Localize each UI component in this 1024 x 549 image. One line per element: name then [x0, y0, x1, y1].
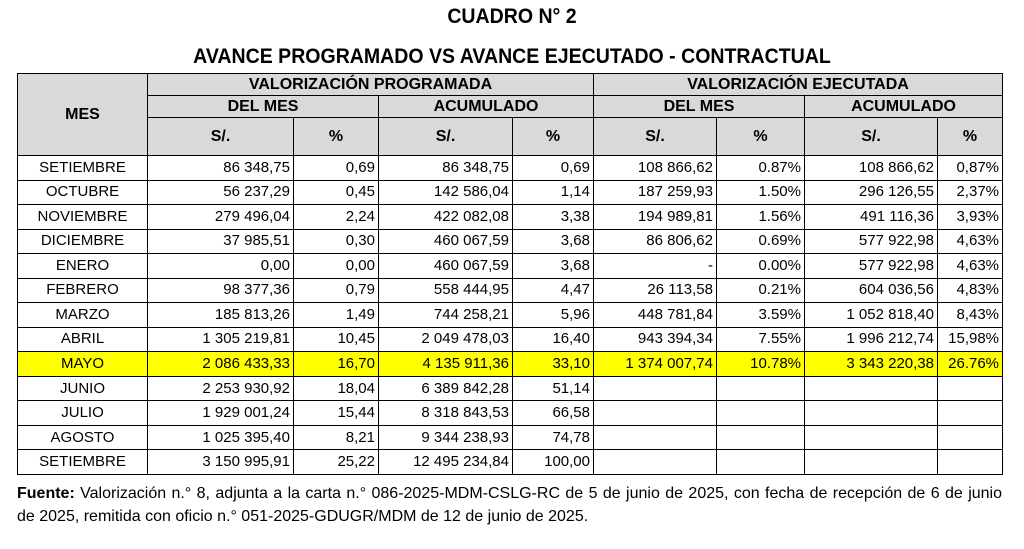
value-cell: 3,38 [513, 205, 594, 230]
value-cell: 491 116,36 [805, 205, 938, 230]
value-cell: 16,40 [513, 327, 594, 352]
value-cell: 422 082,08 [379, 205, 513, 230]
value-cell: 10,45 [294, 327, 379, 352]
table-row [18, 303, 1003, 328]
value-cell [594, 450, 717, 475]
value-cell: 9 344 238,93 [379, 425, 513, 450]
value-cell: 86 348,75 [148, 156, 294, 181]
value-cell: 187 259,93 [594, 180, 717, 205]
value-cell: 2,24 [294, 205, 379, 230]
month-cell: SETIEMBRE [18, 156, 148, 181]
value-cell: 4 135 911,36 [379, 352, 513, 377]
table-row [18, 450, 1003, 475]
table-row [18, 352, 1003, 377]
value-cell: 1,14 [513, 180, 594, 205]
value-cell: 51,14 [513, 376, 594, 401]
value-cell: 943 394,34 [594, 327, 717, 352]
value-cell [594, 425, 717, 450]
value-cell: 26 113,58 [594, 278, 717, 303]
value-cell: 0,00 [148, 254, 294, 279]
value-cell: 3 150 995,91 [148, 450, 294, 475]
value-cell: 185 813,26 [148, 303, 294, 328]
month-cell: ABRIL [18, 327, 148, 352]
month-cell: JUNIO [18, 376, 148, 401]
value-cell: 194 989,81 [594, 205, 717, 230]
value-cell: 74,78 [513, 425, 594, 450]
value-cell [938, 401, 1003, 426]
table-row [18, 180, 1003, 205]
value-cell: 0,30 [294, 229, 379, 254]
col-header-percent: % [513, 118, 594, 156]
table-row [18, 254, 1003, 279]
value-cell: 0,79 [294, 278, 379, 303]
value-cell: 8,43% [938, 303, 1003, 328]
value-cell: 2 253 930,92 [148, 376, 294, 401]
col-header-percent: % [938, 118, 1003, 156]
value-cell: 108 866,62 [594, 156, 717, 181]
value-cell: 100,00 [513, 450, 594, 475]
table-row [18, 205, 1003, 230]
value-cell: 2 086 433,33 [148, 352, 294, 377]
value-cell: 577 922,98 [805, 229, 938, 254]
table-row [18, 278, 1003, 303]
value-cell: 0,87% [938, 156, 1003, 181]
value-cell [805, 376, 938, 401]
col-header-soles: S/. [148, 118, 294, 156]
value-cell: 604 036,56 [805, 278, 938, 303]
value-cell: 3,93% [938, 205, 1003, 230]
value-cell [805, 401, 938, 426]
table-row [18, 401, 1003, 426]
value-cell: 3 343 220,38 [805, 352, 938, 377]
value-cell: 460 067,59 [379, 229, 513, 254]
value-cell: 25,22 [294, 450, 379, 475]
value-cell: 4,83% [938, 278, 1003, 303]
header-ejec-acumulado: ACUMULADO [805, 96, 1003, 118]
value-cell: 37 985,51 [148, 229, 294, 254]
value-cell: 2,37% [938, 180, 1003, 205]
source-label: Fuente: [17, 485, 75, 502]
col-header-percent: % [294, 118, 379, 156]
value-cell: 8 318 843,53 [379, 401, 513, 426]
value-cell: 0.69% [717, 229, 805, 254]
value-cell: 8,21 [294, 425, 379, 450]
header-programada: VALORIZACIÓN PROGRAMADA [148, 74, 594, 96]
value-cell: 1 929 001,24 [148, 401, 294, 426]
value-cell: 3,68 [513, 254, 594, 279]
value-cell [594, 401, 717, 426]
value-cell: 26.76% [938, 352, 1003, 377]
value-cell: 0.87% [717, 156, 805, 181]
source-text: Valorización n.° 8, adjunta a la carta n.° 086-2025-MDM-CSLG-RC de 5 de junio de 2025, con fecha de recepción de 6 de junio de 2025, remitida con oficio n.° 051-2025-GDUGR/MDM de 12 de junio de 2025. [17, 485, 1002, 525]
value-cell: - [594, 254, 717, 279]
value-cell: 0,00 [294, 254, 379, 279]
value-cell: 33,10 [513, 352, 594, 377]
table-title-number: CUADRO N° 2 [447, 5, 577, 28]
month-cell: ENERO [18, 254, 148, 279]
value-cell: 1.56% [717, 205, 805, 230]
value-cell: 98 377,36 [148, 278, 294, 303]
value-cell [805, 425, 938, 450]
value-cell: 279 496,04 [148, 205, 294, 230]
value-cell [805, 450, 938, 475]
value-cell: 10.78% [717, 352, 805, 377]
value-cell: 0,45 [294, 180, 379, 205]
value-cell: 142 586,04 [379, 180, 513, 205]
table-row [18, 229, 1003, 254]
value-cell: 3.59% [717, 303, 805, 328]
value-cell: 5,96 [513, 303, 594, 328]
header-prog-acumulado: ACUMULADO [379, 96, 594, 118]
table-row [18, 376, 1003, 401]
value-cell: 4,63% [938, 254, 1003, 279]
table-row [18, 425, 1003, 450]
value-cell [594, 376, 717, 401]
month-cell: JULIO [18, 401, 148, 426]
header-mes: MES [18, 74, 148, 156]
value-cell: 1 025 395,40 [148, 425, 294, 450]
value-cell: 296 126,55 [805, 180, 938, 205]
value-cell: 1 052 818,40 [805, 303, 938, 328]
value-cell: 0,69 [294, 156, 379, 181]
month-cell: MARZO [18, 303, 148, 328]
table-body [18, 156, 1003, 475]
value-cell [938, 376, 1003, 401]
month-cell: FEBRERO [18, 278, 148, 303]
valuation-table [17, 73, 1003, 475]
header-ejec-del-mes: DEL MES [594, 96, 805, 118]
value-cell: 3,68 [513, 229, 594, 254]
month-cell: NOVIEMBRE [18, 205, 148, 230]
value-cell: 0.21% [717, 278, 805, 303]
value-cell: 56 237,29 [148, 180, 294, 205]
value-cell: 108 866,62 [805, 156, 938, 181]
month-cell: AGOSTO [18, 425, 148, 450]
table-row [18, 156, 1003, 181]
value-cell: 1.50% [717, 180, 805, 205]
value-cell: 1,49 [294, 303, 379, 328]
table-row [18, 327, 1003, 352]
month-cell: OCTUBRE [18, 180, 148, 205]
value-cell: 7.55% [717, 327, 805, 352]
value-cell: 460 067,59 [379, 254, 513, 279]
col-header-soles: S/. [594, 118, 717, 156]
source-note [17, 482, 1002, 528]
value-cell: 12 495 234,84 [379, 450, 513, 475]
value-cell: 4,63% [938, 229, 1003, 254]
value-cell: 86 806,62 [594, 229, 717, 254]
month-cell: MAYO [18, 352, 148, 377]
value-cell: 744 258,21 [379, 303, 513, 328]
header-prog-del-mes: DEL MES [148, 96, 379, 118]
value-cell [938, 450, 1003, 475]
value-cell: 86 348,75 [379, 156, 513, 181]
value-cell [938, 425, 1003, 450]
value-cell: 0,69 [513, 156, 594, 181]
value-cell: 558 444,95 [379, 278, 513, 303]
value-cell: 4,47 [513, 278, 594, 303]
value-cell: 577 922,98 [805, 254, 938, 279]
col-header-soles: S/. [379, 118, 513, 156]
value-cell: 1 996 212,74 [805, 327, 938, 352]
col-header-percent: % [717, 118, 805, 156]
value-cell: 16,70 [294, 352, 379, 377]
value-cell: 448 781,84 [594, 303, 717, 328]
value-cell: 2 049 478,03 [379, 327, 513, 352]
value-cell: 6 389 842,28 [379, 376, 513, 401]
value-cell: 15,98% [938, 327, 1003, 352]
value-cell [717, 401, 805, 426]
header-ejecutada: VALORIZACIÓN EJECUTADA [594, 74, 1003, 96]
value-cell: 1 305 219,81 [148, 327, 294, 352]
col-header-soles: S/. [805, 118, 938, 156]
value-cell: 66,58 [513, 401, 594, 426]
value-cell: 18,04 [294, 376, 379, 401]
value-cell: 0.00% [717, 254, 805, 279]
value-cell [717, 376, 805, 401]
table-title: AVANCE PROGRAMADO VS AVANCE EJECUTADO - CONTRACTUAL [193, 45, 831, 68]
value-cell: 15,44 [294, 401, 379, 426]
value-cell [717, 450, 805, 475]
value-cell: 1 374 007,74 [594, 352, 717, 377]
month-cell: DICIEMBRE [18, 229, 148, 254]
month-cell: SETIEMBRE [18, 450, 148, 475]
value-cell [717, 425, 805, 450]
